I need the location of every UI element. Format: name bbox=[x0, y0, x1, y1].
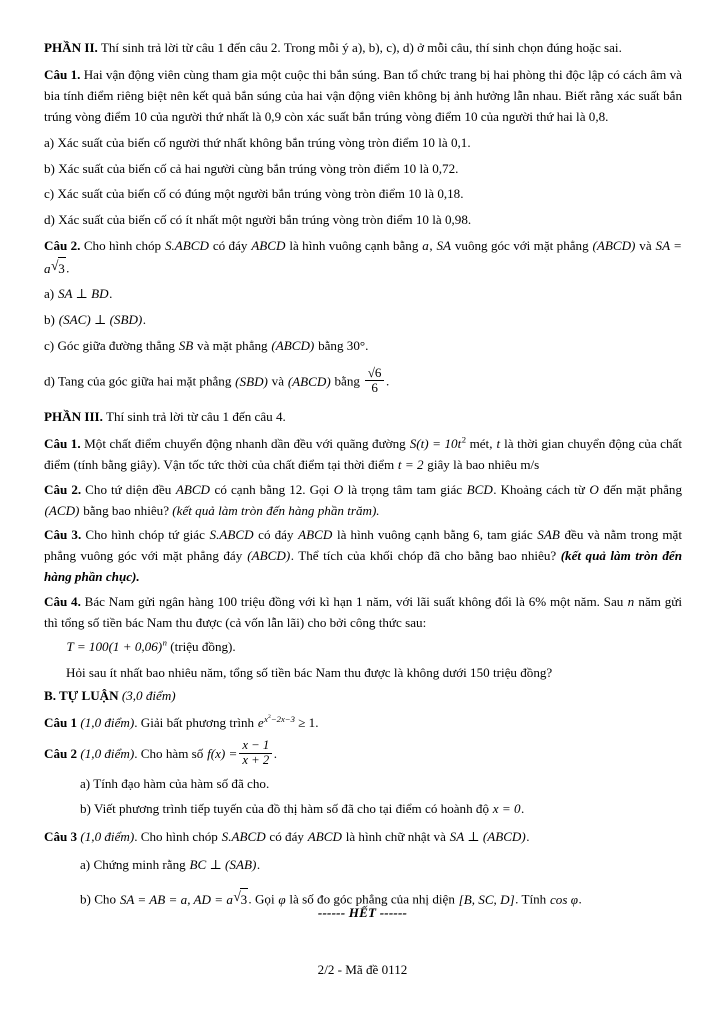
part3-q2-text-3: . Gọi bbox=[302, 481, 334, 497]
part2-q1-body: Hai vận động viên cùng tham gia một cuộc thi bắn súng. Ban tổ chức trang bị hai phòng thi độc lập có cách âm và bia tính điểm riêng biệt nên kết quả bắn súng của hai vận động viên không bị ảnh hưởng lẫn nhau. Biết rằng xác suất bắn trúng vòng điểm 10 của người thứ nhất là 0,9 còn xác suất bắn trúng vòng điểm 10 của người thứ hai là 0,8. bbox=[44, 66, 682, 125]
item-marker: d) bbox=[44, 373, 55, 389]
item-tail: . bbox=[460, 186, 464, 202]
item-tail: . bbox=[578, 891, 582, 907]
item-marker: b) bbox=[80, 800, 91, 816]
item-marker: a) bbox=[44, 286, 55, 302]
part2-q1-item-a bbox=[44, 132, 682, 153]
part3-q3-note: (kết quả làm tròn đến hàng phần chục). bbox=[44, 548, 682, 585]
item-tail: . bbox=[467, 212, 472, 228]
page-footer: 2/2 - Mã đề 0112 bbox=[317, 962, 408, 977]
dihedral-angle-notation: [B, SC, D] bbox=[458, 891, 515, 907]
inequality-relation: ≥ 1 bbox=[294, 715, 316, 731]
item-marker: c) bbox=[44, 186, 55, 202]
part3-q3-text-5: . Thể tích của khối chóp đã cho bằng bao nhiêu? bbox=[290, 548, 561, 564]
item-text-pre: Tang của góc giữa hai mặt phẳng bbox=[57, 373, 235, 389]
item-text-pre: Cho bbox=[94, 891, 120, 907]
essay-q2-label: Câu 2 bbox=[44, 745, 78, 761]
symbol-plane-abcd: (ABCD) bbox=[271, 337, 315, 353]
variable-t: t bbox=[496, 436, 501, 452]
part3-q2-label: Câu 2. bbox=[44, 481, 82, 497]
part2-q2-text-3: là hình vuông cạnh bằng bbox=[286, 237, 422, 253]
essay-q3-text-3: là hình chữ nhật và bbox=[342, 828, 450, 844]
symbol-sb: SB bbox=[178, 337, 194, 353]
condition-t-equals-2: t = 2 bbox=[397, 457, 424, 473]
essay-question-3 bbox=[44, 826, 682, 847]
part2-q1-item-c bbox=[44, 183, 682, 204]
part2-q2-label: Câu 2. bbox=[44, 237, 81, 253]
sqrt-radicand: 3 bbox=[58, 257, 66, 279]
symbol-sabcd: S.ABCD bbox=[209, 526, 254, 542]
exponential-base-e: e bbox=[257, 715, 264, 731]
item-value: 0,72 bbox=[432, 160, 456, 176]
essay-question-2 bbox=[44, 738, 682, 769]
item-math: SA ⊥ BD bbox=[57, 286, 109, 302]
symbol-plane-sbd: (SBD) bbox=[235, 373, 268, 389]
sqrt-3 bbox=[51, 256, 66, 279]
symbol-plane-acd: (ACD) bbox=[44, 502, 80, 518]
part2-q1-item-d bbox=[44, 209, 682, 230]
item-marker: d) bbox=[44, 212, 55, 228]
item-tail: . bbox=[467, 135, 471, 151]
end-marker: ------ HẾT ------ bbox=[317, 905, 408, 920]
symbol-o: O bbox=[333, 481, 344, 497]
item-marker: b) bbox=[44, 311, 55, 327]
part3-q2-text-2: có cạnh bằng bbox=[210, 481, 290, 497]
item-tail: . bbox=[385, 373, 390, 389]
part3-q2-text-1: Cho tứ diện đều bbox=[81, 481, 176, 497]
part2-heading-text: Thí sinh trả lời từ câu 1 đến câu 2. Trong mỗi ý a), b), c), d) ở mỗi câu, thí sinh chọn đúng hoặc sai. bbox=[97, 40, 622, 55]
part2-q2-item-b bbox=[44, 309, 682, 330]
exponential-exponent: x2−2x−3 bbox=[264, 713, 295, 724]
symbol-phi: φ bbox=[278, 891, 286, 907]
essay-q3-text-2: có đáy bbox=[266, 828, 308, 844]
item-text-pre: Góc giữa đường thẳng bbox=[57, 337, 179, 353]
part3-q2-text-7: bằng bao nhiêu? bbox=[79, 502, 173, 518]
item-text-pre: Chứng minh rằng bbox=[93, 857, 189, 873]
part2-question-2 bbox=[44, 235, 682, 279]
item-text: Xác suất của biến cố cả hai người cùng bắn trúng vòng tròn điểm 10 là bbox=[58, 160, 429, 176]
part3-q2-text-4: là trọng tâm tam giác bbox=[343, 481, 467, 497]
essay-q2-item-a bbox=[80, 773, 682, 794]
item-value: 0,98 bbox=[444, 212, 468, 228]
item-value: 0,1 bbox=[450, 135, 468, 151]
part3-q4-text-2: năm gửi thì tổng số tiền bác Nam thu được (cả vốn lẫn lãi) cho bởi công thức sau: bbox=[44, 593, 682, 630]
equation-sa: SA = a bbox=[44, 237, 683, 276]
essay-q3-item-a bbox=[80, 854, 682, 875]
part3-q2-text-6: đến mặt phẳng bbox=[599, 481, 682, 497]
essay-q3-points: (1,0 điểm) bbox=[77, 828, 135, 844]
item-math: (SAC) ⊥ (SBD) bbox=[58, 311, 143, 327]
part2-question-1 bbox=[44, 64, 682, 128]
item-marker: a) bbox=[80, 857, 91, 873]
symbol-a: a bbox=[422, 237, 429, 253]
given-lengths: SA = AB = a, AD = a bbox=[119, 891, 233, 907]
unit-m-per-s: m/s bbox=[520, 457, 540, 473]
part2-q2-text-2: có đáy bbox=[209, 237, 251, 253]
item-value: 0,18 bbox=[437, 186, 461, 202]
part3-question-1 bbox=[44, 433, 682, 475]
part3-heading bbox=[44, 407, 682, 428]
part2-q2-text-4: , bbox=[429, 237, 436, 253]
part2-q2-item-d bbox=[44, 365, 682, 397]
part3-q4-text-1: Bác Nam gửi ngân hàng 100 triệu đồng với kì hạn 1 năm, với lãi suất không đổi là 6% một năm. Sau bbox=[80, 593, 628, 609]
part3-question-3 bbox=[44, 524, 682, 588]
formula-compound-interest: T = 100(1 + 0,06) bbox=[66, 638, 163, 654]
part2-q2-text-5: vuông góc với mặt phẳng bbox=[451, 237, 593, 253]
part2-q1-label: Câu 1. bbox=[44, 66, 81, 82]
symbol-abcd: ABCD bbox=[298, 526, 333, 542]
part3-q1-label: Câu 1. bbox=[44, 436, 81, 452]
item-text-post: bằng bbox=[331, 373, 364, 389]
part2-heading bbox=[44, 38, 682, 59]
part3-heading-label: PHẦN III. bbox=[44, 409, 103, 425]
part3-q1-text-4: giây là bao nhiêu bbox=[424, 457, 521, 473]
part2-q2-item-c bbox=[44, 335, 682, 356]
item-text: Tính đạo hàm của hàm số đã cho. bbox=[93, 776, 270, 792]
symbol-plane-abcd: (ABCD) bbox=[592, 237, 636, 253]
item-marker: a) bbox=[44, 135, 55, 151]
item-marker: b) bbox=[80, 891, 91, 907]
fraction-numerator: √6 bbox=[365, 366, 385, 381]
item-tail: . bbox=[142, 311, 147, 327]
part3-q3-text-3: là hình vuông cạnh bằng 6, tam giác bbox=[332, 526, 537, 542]
essay-q3-text-1: . Cho hình chóp bbox=[134, 828, 222, 844]
item-tail: . bbox=[365, 337, 369, 353]
exam-page bbox=[44, 38, 682, 914]
fraction-denominator: x + 2 bbox=[242, 752, 270, 767]
item-tail: . bbox=[109, 286, 113, 302]
part3-q4-label: Câu 4. bbox=[44, 593, 81, 609]
part3-q1-text-1: Một chất điểm chuyển động nhanh dần đều với quãng đường bbox=[80, 436, 410, 452]
part3-q4-question-text: Hỏi sau ít nhất bao nhiêu năm, tổng số tiền bác Nam thu được là không dưới 150 triệu đồng? bbox=[66, 665, 553, 681]
item-text-post: bằng bbox=[314, 337, 347, 353]
essay-q2-tail: . bbox=[273, 745, 278, 761]
part2-q2-text-6: và bbox=[635, 237, 656, 253]
part3-question-2 bbox=[44, 479, 682, 521]
item-text-mid-3: . Tính bbox=[515, 891, 550, 907]
essay-q1-points: (1,0 điểm) bbox=[77, 715, 135, 731]
essay-heading-points: (3,0 điểm) bbox=[118, 688, 176, 704]
essay-q1-tail: . bbox=[315, 715, 319, 731]
part3-question-4 bbox=[44, 591, 682, 633]
item-text-pre: Viết phương trình tiếp tuyến của đồ thị hàm số đã cho tại điểm có hoành độ bbox=[93, 800, 493, 816]
function-f-of-x: f(x) = bbox=[207, 745, 238, 761]
formula-exponent: 2 bbox=[461, 434, 467, 445]
fraction-numerator: x − 1 bbox=[239, 739, 272, 754]
part2-q2-text-7: . bbox=[66, 260, 70, 276]
formula-s-of-t: S(t) = 10t bbox=[409, 436, 462, 452]
part3-q2-text-5: . Khoảng cách từ bbox=[493, 481, 589, 497]
item-text-mid-2: là số đo góc phẳng của nhị diện bbox=[286, 891, 459, 907]
fraction-sqrt6-over-6 bbox=[365, 366, 385, 395]
part3-q4-question bbox=[44, 662, 682, 683]
essay-q1-label: Câu 1 bbox=[44, 715, 78, 731]
symbol-abcd: ABCD bbox=[307, 828, 342, 844]
variable-n: n bbox=[627, 593, 635, 609]
item-marker: a) bbox=[80, 776, 91, 792]
essay-heading bbox=[44, 686, 682, 707]
part2-q2-text-1: Cho hình chóp bbox=[80, 237, 165, 253]
item-text-mid: và mặt phẳng bbox=[193, 337, 271, 353]
part3-q3-text-2: có đáy bbox=[254, 526, 298, 542]
fraction-denominator: 6 bbox=[371, 380, 378, 396]
symbol-abcd: ABCD bbox=[251, 237, 286, 253]
symbol-sa: SA bbox=[436, 237, 451, 253]
part2-heading-label: PHẦN II. bbox=[44, 40, 98, 55]
condition-x-equals-0: x = 0 bbox=[492, 800, 521, 816]
fraction-x-minus-1-over-x-plus-2 bbox=[239, 739, 272, 767]
item-tail: . bbox=[455, 160, 459, 176]
essay-q2-text: . Cho hàm số bbox=[134, 745, 207, 761]
part3-q4-formula bbox=[44, 636, 682, 658]
angle-value: 30° bbox=[346, 337, 366, 353]
symbol-plane-abcd: (ABCD) bbox=[247, 548, 291, 564]
essay-q3-tail: . bbox=[526, 828, 530, 844]
item-marker: c) bbox=[44, 337, 55, 353]
item-text-mid: . Gọi bbox=[248, 891, 278, 907]
formula-exponent-n: n bbox=[162, 637, 167, 648]
item-text-mid: và bbox=[268, 373, 288, 389]
part3-q1-text-3: là thời gian chuyển động của chất điểm (tính bằng giây). Vận tốc tức thời của chất điểm tại thời điểm bbox=[44, 436, 682, 473]
relation-sa-perp-abcd: SA ⊥ (ABCD) bbox=[449, 828, 526, 844]
item-tail: . bbox=[256, 857, 261, 873]
part2-q2-item-a bbox=[44, 283, 682, 304]
part3-q1-text-2: mét, bbox=[466, 436, 496, 452]
symbol-sabcd: S.ABCD bbox=[221, 828, 266, 844]
essay-q1-text: . Giải bất phương trình bbox=[134, 715, 258, 731]
symbol-bcd: BCD bbox=[466, 481, 493, 497]
cos-phi: cos φ bbox=[550, 891, 578, 907]
essay-q2-item-b bbox=[80, 798, 682, 819]
symbol-sabcd: S.ABCD bbox=[164, 237, 209, 253]
item-tail: . bbox=[521, 800, 525, 816]
essay-heading-label: B. TỰ LUẬN bbox=[44, 688, 119, 704]
essay-q2-points: (1,0 điểm) bbox=[77, 745, 135, 761]
part3-q3-label: Câu 3. bbox=[44, 526, 82, 542]
relation-bc-perp-sab: BC ⊥ (SAB) bbox=[189, 857, 257, 873]
item-text: Xác suất của biến cố có ít nhất một người bắn trúng vòng tròn điểm 10 là bbox=[58, 212, 442, 228]
formula-unit: (triệu đồng). bbox=[166, 638, 236, 654]
part2-q1-item-b bbox=[44, 158, 682, 179]
edge-length: 12 bbox=[289, 481, 303, 497]
part3-q3-text-4: đều và nằm trong mặt phẳng vuông góc với mặt phẳng đáy bbox=[44, 526, 683, 564]
part3-q2-note: (kết quả làm tròn đến hàng phần trăm). bbox=[172, 502, 380, 518]
essay-question-1 bbox=[44, 712, 682, 733]
sqrt-radicand: 3 bbox=[240, 888, 248, 910]
part3-q3-text-1: Cho hình chóp tứ giác bbox=[81, 526, 210, 542]
symbol-sab: SAB bbox=[537, 526, 560, 542]
part3-heading-text: Thí sinh trả lời từ câu 1 đến câu 4. bbox=[102, 409, 286, 425]
essay-q3-label: Câu 3 bbox=[44, 828, 78, 844]
symbol-o: O bbox=[589, 481, 599, 497]
symbol-abcd: ABCD bbox=[175, 481, 211, 497]
item-text: Xác suất của biến cố người thứ nhất không bắn trúng vòng tròn điểm 10 là bbox=[57, 135, 448, 151]
item-marker: b) bbox=[44, 160, 55, 176]
symbol-plane-abcd: (ABCD) bbox=[287, 373, 331, 389]
item-text: Xác suất của biến cố có đúng một người bắn trúng vòng tròn điểm 10 là bbox=[57, 186, 435, 202]
